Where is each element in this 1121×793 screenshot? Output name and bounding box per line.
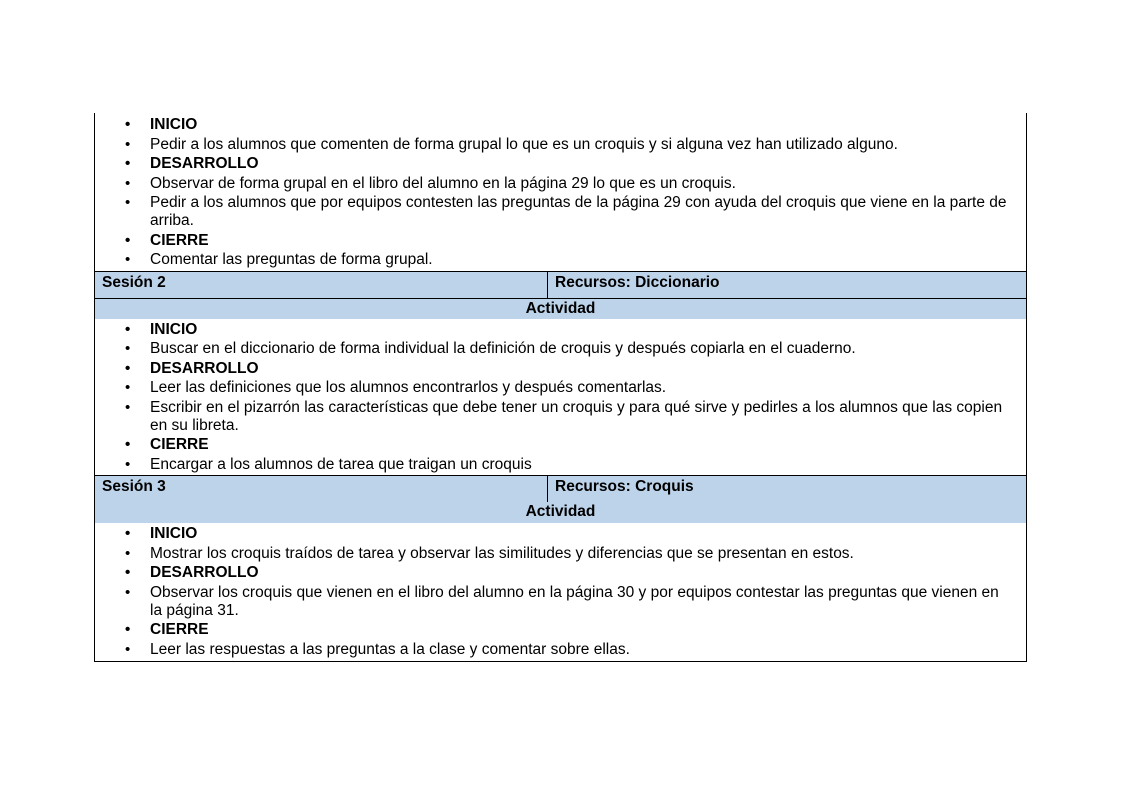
list-item: • Encargar a los alumnos de tarea que traigan un croquis — [150, 456, 1012, 474]
session-header-row — [95, 271, 1026, 298]
section-heading: • DESARROLLO — [150, 155, 1012, 173]
session-label: Sesión 2 — [95, 272, 548, 298]
section-heading: • DESARROLLO — [150, 564, 1012, 582]
section-heading: • CIERRE — [150, 621, 1012, 639]
activity-list — [95, 523, 1026, 661]
section-heading: • CIERRE — [150, 232, 1012, 250]
lesson-plan-table — [94, 113, 1027, 662]
activity-header: Actividad — [95, 298, 1026, 319]
list-item: • Leer las respuestas a las preguntas a la clase y comentar sobre ellas. — [150, 641, 1012, 659]
list-item: • Leer las definiciones que los alumnos encontrarlos y después comentarlas. — [150, 379, 1012, 397]
section-heading: • DESARROLLO — [150, 360, 1012, 378]
session-resources: Recursos: Croquis — [555, 478, 694, 495]
list-item: • Observar de forma grupal en el libro del alumno en la página 29 lo que es un croquis. — [150, 175, 1012, 193]
list-item: • Buscar en el diccionario de forma individual la definición de croquis y después copiarla en el cuaderno. — [150, 340, 1012, 358]
list-item: • Comentar las preguntas de forma grupal. — [150, 251, 1012, 269]
list-item: • Pedir a los alumnos que por equipos contesten las preguntas de la página 29 con ayuda del croquis que viene en la parte de arriba. — [150, 194, 1012, 230]
activity-list — [95, 113, 1026, 269]
session-label: Sesión 3 — [95, 476, 548, 502]
activity-list — [95, 319, 1026, 474]
list-item: • Observar los croquis que vienen en el libro del alumno en la página 30 y por equipos contestar las preguntas que vienen en la página 31. — [150, 584, 1012, 620]
list-item: • Escribir en el pizarrón las características que debe tener un croquis y para qué sirve y pedirles a los alumnos que las copien en su libreta. — [150, 399, 1012, 435]
section-heading: • INICIO — [150, 321, 1012, 339]
list-item: • Pedir a los alumnos que comenten de forma grupal lo que es un croquis y si alguna vez han utilizado alguno. — [150, 136, 1012, 154]
section-heading: • CIERRE — [150, 436, 1012, 454]
session-resources: Recursos: Diccionario — [555, 273, 720, 291]
activity-header: Actividad — [95, 502, 1026, 523]
section-heading: • INICIO — [150, 525, 1012, 543]
session-header-row — [95, 475, 1026, 502]
list-item: • Mostrar los croquis traídos de tarea y observar las similitudes y diferencias que se presentan en estos. — [150, 545, 1012, 563]
section-heading: • INICIO — [150, 116, 1012, 134]
